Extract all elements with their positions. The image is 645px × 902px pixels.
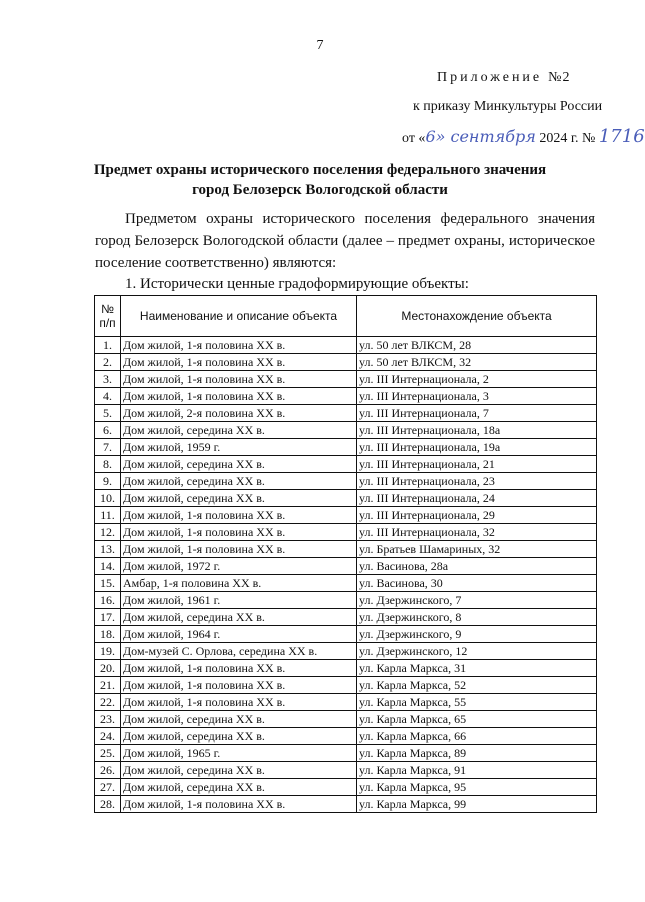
appendix-word: Приложение [437, 70, 543, 85]
row-number: 3. [95, 371, 121, 388]
object-location: ул. Дзержинского, 8 [357, 609, 597, 626]
table-row [95, 473, 597, 490]
row-number: 21. [95, 677, 121, 694]
object-name: Дом жилой, 1972 г. [121, 558, 357, 575]
table-row [95, 558, 597, 575]
object-location: ул. 50 лет ВЛКСМ, 32 [357, 354, 597, 371]
object-name: Дом жилой, середина XX в. [121, 762, 357, 779]
object-name: Дом жилой, 1964 г. [121, 626, 357, 643]
object-location: ул. Васинова, 28а [357, 558, 597, 575]
order-reference: к приказу Минкультуры России [413, 99, 603, 114]
object-location: ул. Карла Маркса, 31 [357, 660, 597, 677]
object-name: Дом жилой, 1-я половина XX в. [121, 694, 357, 711]
table-row [95, 694, 597, 711]
table-row [95, 711, 597, 728]
table-row [95, 660, 597, 677]
table-row [95, 796, 597, 813]
object-name: Дом жилой, середина XX в. [121, 473, 357, 490]
row-number: 16. [95, 592, 121, 609]
object-name: Дом жилой, 1-я половина XX в. [121, 507, 357, 524]
handwritten-date: 6» сентября [425, 127, 536, 146]
row-number: 28. [95, 796, 121, 813]
object-location: ул. Карла Маркса, 66 [357, 728, 597, 745]
object-name: Дом жилой, середина XX в. [121, 422, 357, 439]
object-location: ул. Карла Маркса, 65 [357, 711, 597, 728]
header-location: Местонахождение объекта [357, 296, 597, 337]
row-number: 1. [95, 337, 121, 354]
row-number: 9. [95, 473, 121, 490]
row-number: 8. [95, 456, 121, 473]
object-name: Дом жилой, середина XX в. [121, 711, 357, 728]
table-row [95, 354, 597, 371]
table-row [95, 728, 597, 745]
object-location: ул. III Интернационала, 2 [357, 371, 597, 388]
table-row [95, 779, 597, 796]
object-location: ул. Карла Маркса, 52 [357, 677, 597, 694]
object-location: ул. 50 лет ВЛКСМ, 28 [357, 337, 597, 354]
order-number-label: № [582, 131, 596, 146]
object-location: ул. III Интернационала, 29 [357, 507, 597, 524]
row-number: 11. [95, 507, 121, 524]
table-row [95, 524, 597, 541]
table-row [95, 626, 597, 643]
row-number: 22. [95, 694, 121, 711]
table-row [95, 745, 597, 762]
table-row [95, 422, 597, 439]
object-name: Дом жилой, 1-я половина XX в. [121, 541, 357, 558]
object-name: Дом жилой, 1-я половина XX в. [121, 354, 357, 371]
row-number: 26. [95, 762, 121, 779]
row-number: 5. [95, 405, 121, 422]
table-row [95, 541, 597, 558]
row-number: 7. [95, 439, 121, 456]
intro-paragraph: Предметом охраны исторического поселения федерального значения город Белозерск Вологодской области (далее – предмет охраны, историческое поселение соответственно) являются: [95, 211, 595, 271]
table-header-row [95, 296, 597, 337]
table-row [95, 575, 597, 592]
row-number: 19. [95, 643, 121, 660]
object-name: Дом жилой, 2-я половина XX в. [121, 405, 357, 422]
table-row [95, 677, 597, 694]
row-number: 15. [95, 575, 121, 592]
appendix-label [437, 70, 571, 86]
page-number: 7 [316, 38, 324, 53]
table-row [95, 592, 597, 609]
row-number: 18. [95, 626, 121, 643]
table-body [95, 337, 597, 813]
table-row [95, 507, 597, 524]
section-heading: 1. Исторически ценные градоформирующие объекты: [125, 276, 469, 292]
object-name: Дом жилой, середина XX в. [121, 779, 357, 796]
object-location: ул. III Интернационала, 32 [357, 524, 597, 541]
table-row [95, 405, 597, 422]
object-location: ул. Карла Маркса, 95 [357, 779, 597, 796]
handwritten-order-number: 1716 [598, 126, 645, 147]
order-year: 2024 г. [539, 131, 579, 146]
header-name: Наименование и описание объекта [121, 296, 357, 337]
object-location: ул. Карла Маркса, 91 [357, 762, 597, 779]
table-row [95, 490, 597, 507]
object-location: ул. Карла Маркса, 55 [357, 694, 597, 711]
table-row [95, 439, 597, 456]
object-name: Дом жилой, 1-я половина XX в. [121, 677, 357, 694]
object-name: Дом жилой, 1961 г. [121, 592, 357, 609]
title-line-1: Предмет охраны исторического поселения федерального значения [93, 162, 547, 178]
row-number: 4. [95, 388, 121, 405]
document-title [0, 160, 640, 200]
object-location: ул. III Интернационала, 21 [357, 456, 597, 473]
row-number: 27. [95, 779, 121, 796]
table-row [95, 643, 597, 660]
object-location: ул. Дзержинского, 9 [357, 626, 597, 643]
row-number: 13. [95, 541, 121, 558]
object-name: Дом жилой, 1-я половина XX в. [121, 524, 357, 541]
table-row [95, 609, 597, 626]
object-location: ул. III Интернационала, 7 [357, 405, 597, 422]
object-name: Дом жилой, 1-я половина XX в. [121, 796, 357, 813]
object-name: Дом жилой, 1-я половина XX в. [121, 337, 357, 354]
object-name: Дом жилой, 1-я половина XX в. [121, 660, 357, 677]
table-row [95, 762, 597, 779]
object-location: ул. III Интернационала, 3 [357, 388, 597, 405]
object-location: ул. Братьев Шамариных, 32 [357, 541, 597, 558]
object-name: Дом жилой, середина XX в. [121, 490, 357, 507]
object-location: ул. III Интернационала, 19а [357, 439, 597, 456]
object-name: Амбар, 1-я половина XX в. [121, 575, 357, 592]
row-number: 25. [95, 745, 121, 762]
table-row [95, 337, 597, 354]
appendix-number: №2 [548, 70, 571, 85]
row-number: 10. [95, 490, 121, 507]
object-location: ул. Васинова, 30 [357, 575, 597, 592]
title-line-2: город Белозерск Вологодской области [192, 182, 448, 198]
objects-table [94, 295, 597, 813]
object-location: ул. III Интернационала, 24 [357, 490, 597, 507]
object-name: Дом жилой, 1-я половина XX в. [121, 371, 357, 388]
row-number: 14. [95, 558, 121, 575]
row-number: 24. [95, 728, 121, 745]
row-number: 23. [95, 711, 121, 728]
object-name: Дом жилой, середина XX в. [121, 456, 357, 473]
row-number: 2. [95, 354, 121, 371]
header-number: № п/п [95, 296, 121, 337]
object-location: ул. Карла Маркса, 99 [357, 796, 597, 813]
object-name: Дом-музей С. Орлова, середина XX в. [121, 643, 357, 660]
order-date-line [402, 126, 645, 147]
object-location: ул. Дзержинского, 7 [357, 592, 597, 609]
table-row [95, 371, 597, 388]
object-name: Дом жилой, 1959 г. [121, 439, 357, 456]
row-number: 12. [95, 524, 121, 541]
table-row [95, 456, 597, 473]
object-location: ул. III Интернационала, 23 [357, 473, 597, 490]
object-name: Дом жилой, середина XX в. [121, 609, 357, 626]
object-location: ул. III Интернационала, 18а [357, 422, 597, 439]
object-location: ул. Дзержинского, 12 [357, 643, 597, 660]
row-number: 17. [95, 609, 121, 626]
table-row [95, 388, 597, 405]
row-number: 20. [95, 660, 121, 677]
row-number: 6. [95, 422, 121, 439]
object-location: ул. Карла Маркса, 89 [357, 745, 597, 762]
object-name: Дом жилой, 1965 г. [121, 745, 357, 762]
object-name: Дом жилой, 1-я половина XX в. [121, 388, 357, 405]
object-name: Дом жилой, середина XX в. [121, 728, 357, 745]
date-prefix: от « [402, 131, 426, 146]
